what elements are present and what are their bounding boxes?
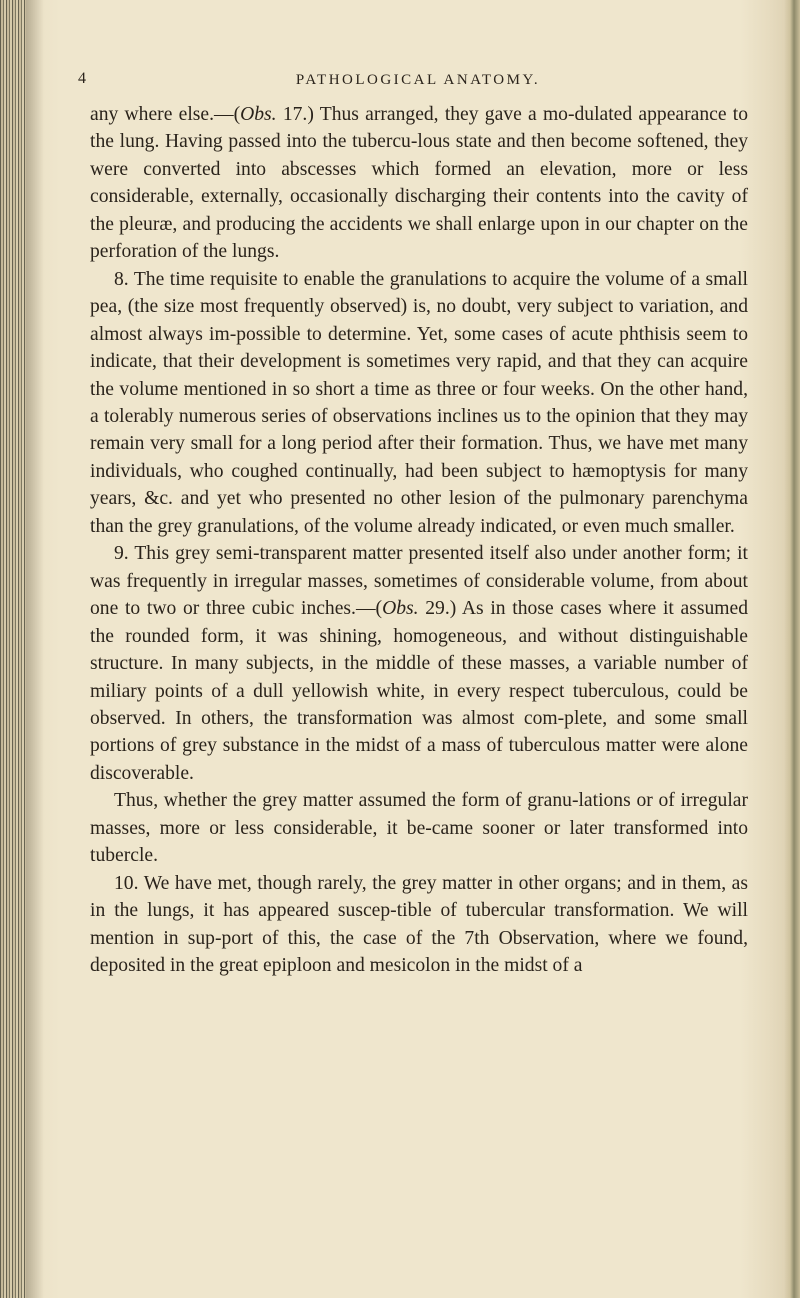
page-edge <box>784 0 800 1298</box>
paragraph-8: 8. The time requisite to enable the granulations to acquire the volume of a small pea, (the size most frequently observed) is, no doubt, very subject to variation, and almost always im-possible to determine. Yet, some cases of acute phthisis seem to indicate, that their development is sometimes very rapid, and that they can acquire the volume mentioned in so short a time as three or four weeks. On the other hand, a tolerably numerous series of observations inclines us to the opinion that they may remain very small for a long period after their formation. Thus, we have met many individuals, who coughed continually, had been subject to hæmoptysis for many years, &c. and yet who presented no other lesion of the pulmonary parenchyma than the grey granulations, of the volume already indicated, or even much smaller. <box>90 268 748 537</box>
paragraph-9: 9. This grey semi-transparent matter presented itself also under another form; it was frequently in irregular masses, sometimes of considerable volume, from about one to two or three cubic inches.—(Obs. 29.) As in those cases where it assumed the rounded form, it was shining, homogeneous, and without distinguishable structure. In many subjects, in the middle of these masses, a variable number of miliary points of a dull yellowish white, in every respect tuberculous, could be observed. In others, the transformation was almost com-plete, and some small portions of grey substance in the midst of a mass of tuberculous matter were alone discoverable. <box>90 543 748 784</box>
body-text <box>90 101 748 980</box>
binding-shadow <box>26 0 44 1298</box>
running-head <box>78 70 758 94</box>
page-number: 4 <box>78 70 86 87</box>
running-title: PATHOLOGICAL ANATOMY. <box>295 72 541 88</box>
paragraph-continued: any where else.—(Obs. 17.) Thus arranged, they gave a mo-dulated appearance to the lung. Having passed into the tubercu-lous state and then become softened, they were converted into abscesses which formed an elevation, more or less considerable, externally, occasionally discharging their contents into the cavity of the pleuræ, and producing the accidents we shall enlarge upon in our chapter on the perforation of the lungs. <box>90 104 748 263</box>
paragraph-thus: Thus, whether the grey matter assumed the form of granu-lations or of irregular masses, more or less considerable, it be-came sooner or later transformed into tubercle. <box>90 790 748 867</box>
paragraph-10: 10. We have met, though rarely, the grey matter in other organs; and in them, as in the lungs, it has appeared suscep-tible of tubercular transformation. We will mention in sup-port of this, the case of the 7th Observation, where we found, deposited in the great epiploon and mesicolon in the midst of a <box>90 872 748 977</box>
book-binding <box>0 0 26 1298</box>
